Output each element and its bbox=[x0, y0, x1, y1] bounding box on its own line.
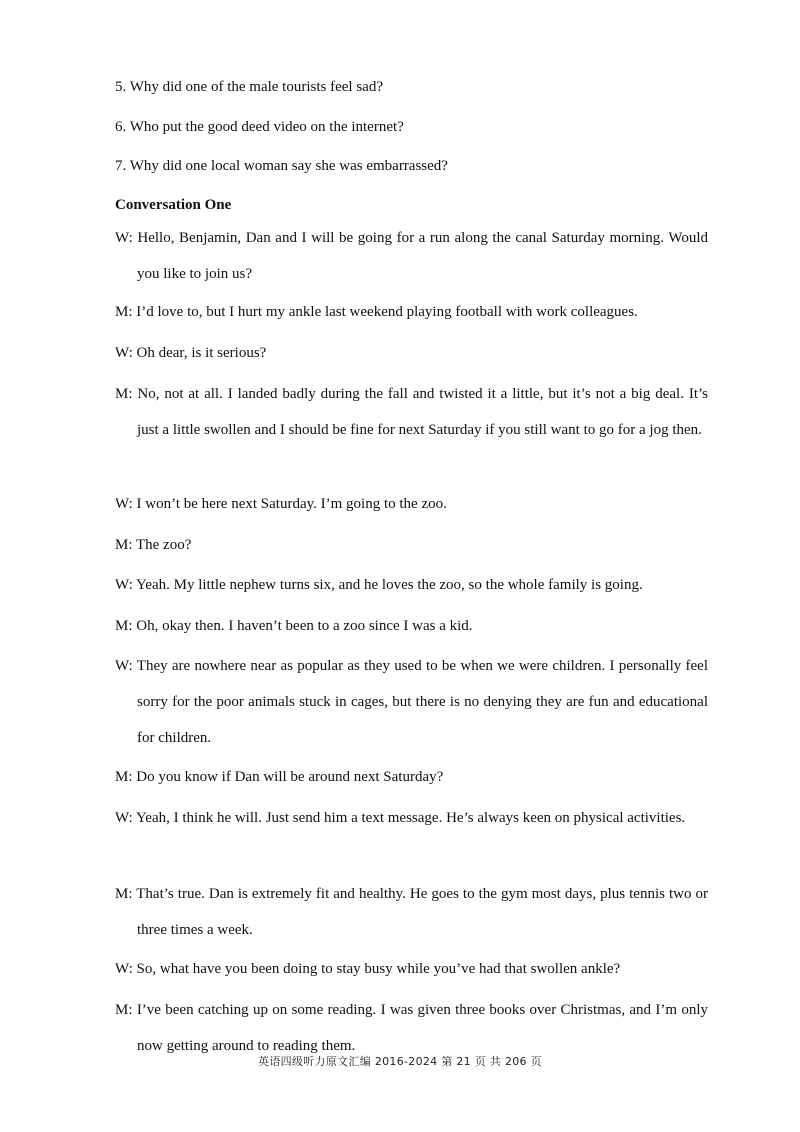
utterance-text: Do you know if Dan will be around next Saturday? bbox=[136, 769, 444, 785]
utterance-text: No, not at all. I landed badly during the fall and twisted it a little, but it’s not a big deal. It’s just a little swollen and I should be fine for next Saturday if you still want to go for a jog then. bbox=[137, 386, 708, 438]
page-footer: 英语四级听力原文汇编 2016-2024 第 21 页 共 206 页 bbox=[258, 1055, 542, 1068]
speaker-label: M: bbox=[115, 537, 136, 553]
dialogue-line bbox=[115, 876, 708, 948]
dialogue-line bbox=[115, 376, 708, 448]
dialogue-line bbox=[115, 527, 708, 563]
speaker-label: W: bbox=[115, 230, 138, 246]
dialogue-line bbox=[115, 800, 708, 836]
utterance-text: I won’t be here next Saturday. I’m going to the zoo. bbox=[136, 496, 447, 512]
utterance-text: So, what have you been doing to stay busy while you’ve had that swollen ankle? bbox=[136, 961, 621, 977]
speaker-label: M: bbox=[115, 618, 137, 634]
utterance-text: Oh, okay then. I haven’t been to a zoo since I was a kid. bbox=[136, 618, 473, 634]
question-6: 6. Who put the good deed video on the internet? bbox=[115, 119, 404, 135]
dialogue-line bbox=[115, 608, 708, 644]
speaker-label: W: bbox=[115, 345, 137, 361]
dialogue-line bbox=[115, 294, 708, 330]
question-5: 5. Why did one of the male tourists feel sad? bbox=[115, 79, 383, 95]
speaker-label: M: bbox=[115, 386, 138, 402]
utterance-text: They are nowhere near as popular as they used to be when we were children. I personally feel sorry for the poor animals stuck in cages, but there is no denying they are fun and educational for children. bbox=[136, 658, 709, 746]
utterance-text: That’s true. Dan is extremely fit and healthy. He goes to the gym most days, plus tennis two or three times a week. bbox=[136, 886, 709, 938]
speaker-label: M: bbox=[115, 769, 137, 785]
speaker-label: M: bbox=[115, 886, 137, 902]
dialogue-line bbox=[115, 648, 708, 756]
utterance-text: Oh dear, is it serious? bbox=[136, 345, 267, 361]
utterance-text: I’ve been catching up on some reading. I was given three books over Christmas, and I’m only now getting around to reading them. bbox=[136, 1002, 708, 1054]
utterance-text: I’d love to, but I hurt my ankle last weekend playing football with work colleagues. bbox=[136, 304, 638, 320]
dialogue-line bbox=[115, 335, 708, 371]
dialogue-line bbox=[115, 486, 708, 522]
speaker-label: W: bbox=[115, 496, 137, 512]
speaker-label: W: bbox=[115, 961, 137, 977]
speaker-label: M: bbox=[115, 1002, 137, 1018]
utterance-text: The zoo? bbox=[135, 537, 192, 553]
dialogue-line bbox=[115, 759, 708, 795]
section-title: Conversation One bbox=[115, 197, 232, 213]
utterance-text: Yeah, I think he will. Just send him a text message. He’s always keen on physical activities. bbox=[135, 810, 686, 826]
speaker-label: W: bbox=[115, 577, 136, 593]
utterance-text: Hello, Benjamin, Dan and I will be going for a run along the canal Saturday morning. Would you like to join us? bbox=[137, 230, 708, 282]
speaker-label: M: bbox=[115, 304, 137, 320]
speaker-label: W: bbox=[115, 810, 136, 826]
dialogue-line bbox=[115, 567, 708, 603]
question-7: 7. Why did one local woman say she was embarrassed? bbox=[115, 158, 448, 174]
dialogue-line bbox=[115, 951, 708, 987]
utterance-text: Yeah. My little nephew turns six, and he loves the zoo, so the whole family is going. bbox=[135, 577, 643, 593]
speaker-label: W: bbox=[115, 658, 137, 674]
dialogue-line bbox=[115, 220, 708, 292]
